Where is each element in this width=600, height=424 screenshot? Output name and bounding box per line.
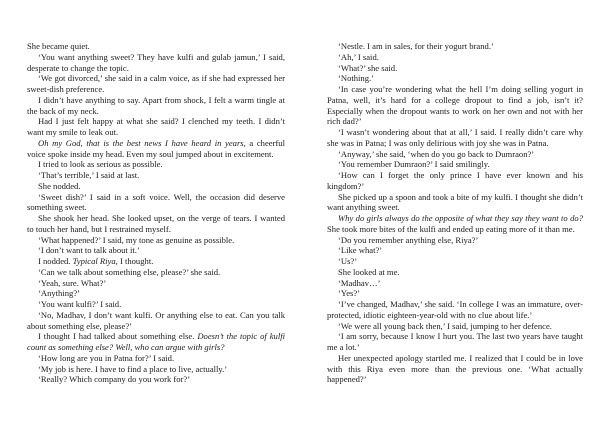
paragraph: ‘We got divorced,’ she said in a calm voice, as if she had expressed her sweet-dish preference.: [27, 73, 285, 94]
paragraph: ‘Sweet dish?’ I said in a soft voice. Well, the occasion did deserve something sweet.: [27, 191, 285, 213]
paragraph: ‘Ah,’ I said.: [338, 51, 379, 62]
paragraph: ‘That’s terrible,’ I said at last.: [38, 170, 140, 180]
paragraph: ‘Anything?’: [38, 288, 81, 299]
paragraph: ‘How long are you in Patna for?’ I said.: [38, 352, 175, 363]
paragraph: ‘You want anything sweet? They have kulfi and gulab jamun,’ I said, desperate to change the topic.: [27, 51, 285, 73]
paragraph: ‘Anyway,’ she said, ‘when do you go back to Dumraon?’: [338, 148, 535, 159]
paragraph: She picked up a spoon and took a bite of my kulfi. I thought she didn’t want anything sweet.: [327, 191, 583, 213]
paragraph: ‘My job is here. I have to find a place to live, actually.’: [38, 363, 228, 374]
right-column: [327, 41, 583, 385]
paragraph: ‘I wasn’t wondering about that at all,’ I said. I really didn’t care why she was in Patna; I was only delirious with joy she was in Patna.: [327, 127, 583, 148]
paragraph: I thought I had talked about something else. Doesn’t the topic of kulfi count as something else? Well, who can argue with girls?: [27, 331, 285, 352]
paragraph: ‘You want kulfi?’ I said.: [38, 299, 122, 309]
paragraph: ‘No, Madhav, I don’t want kulfi. Or anything else to eat. Can you talk about something else, please?’: [27, 309, 285, 331]
paragraph: ‘In case you’re wondering what the hell I’m doing selling yogurt in Patna, well, it’s hard for a college dropout to find a job, isn’t it? Especially when the dropout wants to work on her own and not with her rich dad?’: [327, 84, 583, 127]
paragraph: She nodded.: [38, 180, 81, 191]
paragraph: I nodded. Typical Riya, I thought.: [38, 256, 154, 266]
paragraph: ‘What happened?’ I said, my tone as genuine as possible.: [38, 234, 235, 245]
paragraph: ‘Like what?’: [338, 245, 383, 256]
paragraph: ‘I’ve changed, Madhav,’ she said. ‘In college I was an immature, over-protected, idiotic eighteen-year-old with no clue about life.’: [327, 299, 583, 320]
paragraph: ‘How can I forget the only prince I have ever known and his kingdom?’: [327, 170, 583, 191]
paragraph: ‘Madhav…’: [338, 277, 381, 288]
paragraph: Had I just felt happy at what she said? I clenched my teeth. I didn’t want my smile to leak out.: [27, 116, 285, 137]
paragraph: ‘Yes?’: [338, 288, 361, 299]
paragraph: ‘You remember Dumraon?’ I said smilingly.: [338, 159, 490, 170]
paragraph: Her unexpected apology startled me. I realized that I could be in love with this Riya even more than the previous one. ‘What actually happened?’: [327, 352, 583, 385]
paragraph: ‘Us?’: [338, 256, 358, 266]
left-column: [27, 41, 285, 385]
paragraph: Why do girls always do the opposite of what they say they want to do? She took more bites of the kulfi and ended up eating more of it than me.: [327, 213, 583, 234]
paragraph: ‘Really? Which company do you work for?’: [38, 374, 191, 385]
paragraph: I didn’t have anything to say. Apart from shock, I felt a warm tingle at the back of my neck.: [27, 94, 285, 116]
paragraph: ‘I don’t want to talk about it.’: [38, 245, 140, 256]
paragraph: ‘Do you remember anything else, Riya?’: [338, 234, 479, 245]
paragraph: ‘We were all young back then,’ I said, jumping to her defence.: [338, 320, 552, 331]
paragraph: ‘Nestle. I am in sales, for their yogurt brand.’: [338, 41, 494, 51]
paragraph: She became quiet.: [27, 41, 90, 51]
paragraph: I tried to look as serious as possible.: [38, 159, 163, 170]
paragraph: Oh my God, that is the best news I have heard in years, a cheerful voice spoke inside my head. Even my soul jumped about in excitement.: [27, 137, 285, 159]
paragraph: She looked at me.: [338, 266, 400, 277]
paragraph: ‘What?’ she said.: [338, 62, 398, 73]
paragraph: She shook her head. She looked upset, on the verge of tears. I wanted to touch her hand, but I restrained myself.: [27, 213, 285, 234]
paragraph: ‘Yeah, sure. What?’: [38, 277, 107, 288]
paragraph: ‘Nothing.’: [338, 73, 375, 84]
paragraph: ‘I am sorry, because I know I hurt you. The last two years have taught me a lot.’: [327, 331, 583, 352]
paragraph: ‘Can we talk about something else, please?’ she said.: [38, 266, 221, 277]
